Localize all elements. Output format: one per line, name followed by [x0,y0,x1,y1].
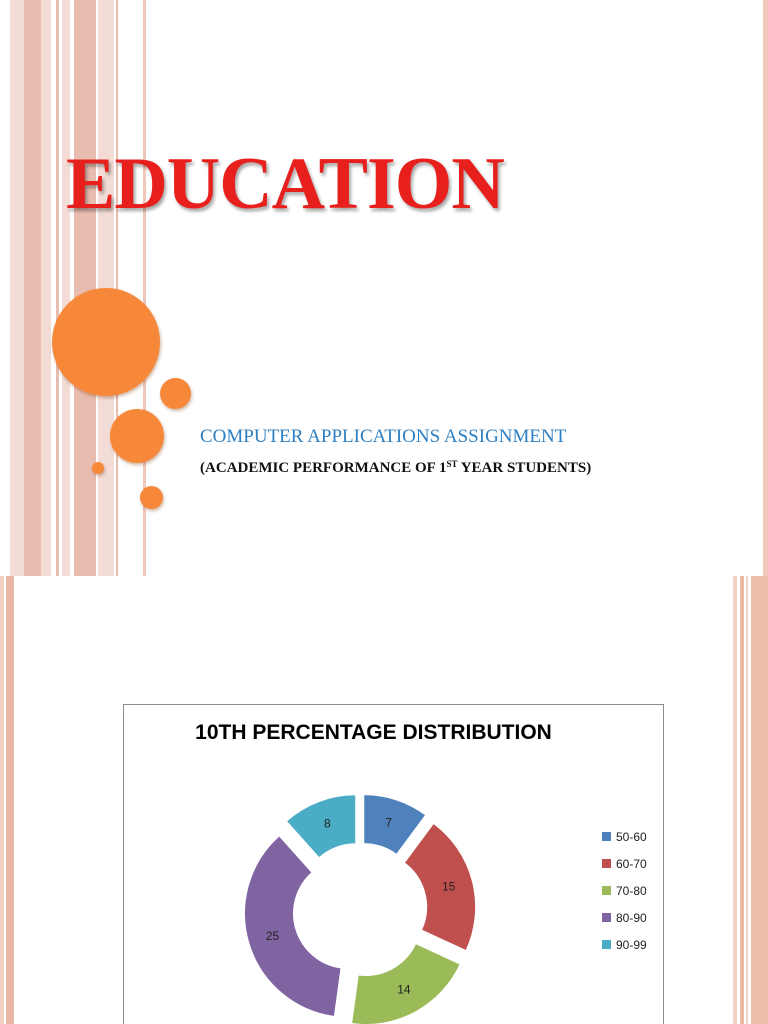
decorative-stripe [56,0,59,576]
doughnut-segment-60-70 [404,823,475,950]
legend-swatch [602,913,611,922]
slide-subtitle-secondary: (ACADEMIC PERFORMANCE OF 1ST YEAR STUDENTS) [200,459,592,476]
decorative-stripe [740,576,744,1024]
doughnut-segment-90-99 [286,795,355,858]
subtitle-suffix: YEAR STUDENTS [457,460,587,476]
legend-label: 60-70 [616,857,647,871]
legend-label: 90-99 [616,938,647,952]
data-label: 14 [397,982,411,997]
decorative-circle [140,486,163,509]
decorative-stripe [763,0,768,576]
decorative-stripe [733,576,737,1024]
data-label: 25 [265,928,280,943]
decorative-stripe [74,0,96,576]
legend-swatch [602,832,611,841]
decorative-stripe [746,576,748,1024]
decorative-stripe [24,0,41,576]
decorative-stripe [62,0,70,576]
legend-label: 80-90 [616,911,647,925]
decorative-stripe [6,576,14,1024]
legend-swatch [602,886,611,895]
chart-container [123,704,664,1024]
chart-title: 10TH PERCENTAGE DISTRIBUTION [195,721,552,744]
data-label: 8 [324,816,331,831]
decorative-stripe [10,0,24,576]
chart-slide [0,576,768,1024]
data-label: 15 [441,879,456,894]
decorative-stripe [751,576,768,1024]
decorative-circle [92,462,104,474]
doughnut-segment-50-60 [364,795,426,855]
data-label: 7 [385,815,393,830]
legend-swatch [602,859,611,868]
decorative-stripe [41,0,51,576]
slide-title: EDUCATION [66,143,504,225]
decorative-circle [160,378,191,409]
legend-label: 50-60 [616,830,647,844]
subtitle-superscript: ST [446,459,458,469]
legend-swatch [602,940,611,949]
subtitle-prefix: ACADEMIC PERFORMANCE OF 1 [205,460,447,476]
decorative-stripe [0,576,4,1024]
slide-subtitle: COMPUTER APPLICATIONS ASSIGNMENT [200,426,567,447]
decorative-circle [110,409,164,463]
legend-label: 70-80 [616,884,647,898]
doughnut-segment-80-90 [245,836,342,1017]
doughnut-chart [124,705,663,1024]
decorative-circle [52,288,160,396]
